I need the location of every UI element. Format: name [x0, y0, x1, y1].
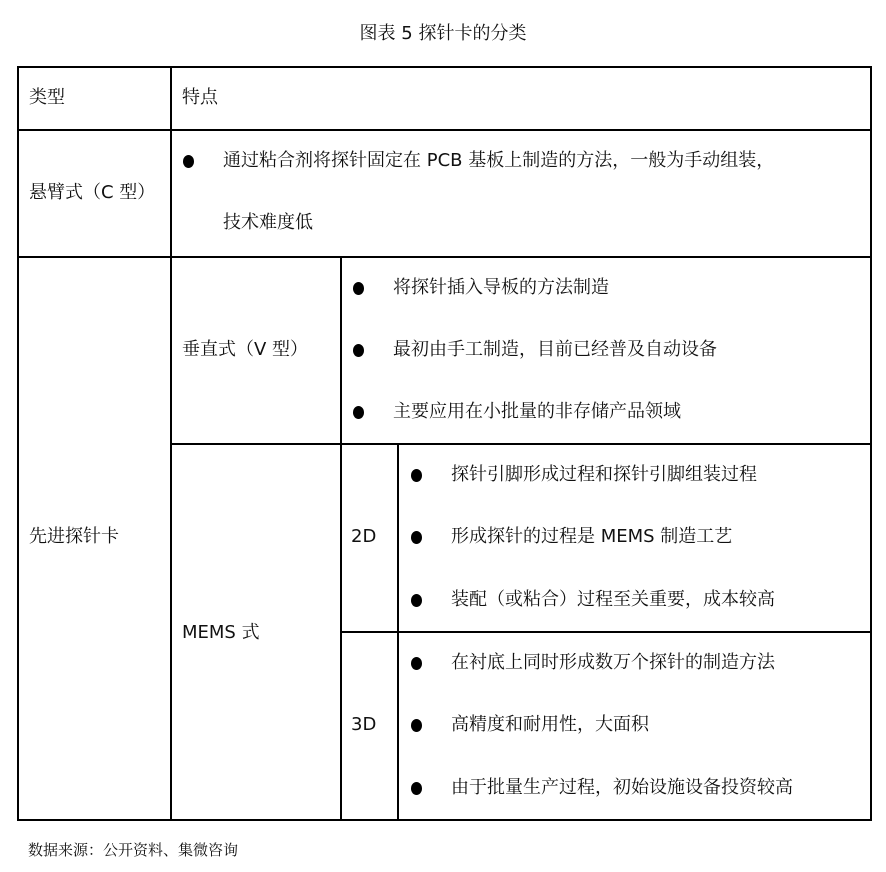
type-advanced: 先进探针卡	[29, 526, 119, 547]
mems-2d-label: 2D	[351, 526, 377, 547]
bullet-icon	[183, 155, 194, 168]
feature-text: 由于批量生产过程，初始设施设备投资较高	[451, 777, 793, 798]
feature-text: 探针引脚形成过程和探针引脚组装过程	[451, 464, 757, 485]
divider	[397, 443, 399, 821]
feature-text: 最初由手工制造，目前已经普及自动设备	[393, 339, 717, 360]
mems-3d-label: 3D	[351, 714, 377, 735]
feature-text: 通过粘合剂将探针固定在 PCB 基板上制造的方法，一般为手动组装，	[223, 150, 775, 171]
bullet-icon	[411, 719, 422, 732]
bullet-icon	[353, 344, 364, 357]
feature-text: 将探针插入导板的方法制造	[393, 277, 609, 298]
type-vertical: 垂直式（V 型）	[182, 339, 309, 360]
bullet-icon	[411, 782, 422, 795]
header-features: 特点	[182, 87, 218, 108]
feature-text: 高精度和耐用性，大面积	[451, 714, 649, 735]
feature-text: 形成探针的过程是 MEMS 制造工艺	[451, 526, 733, 547]
bullet-icon	[411, 657, 422, 670]
header-type: 类型	[29, 87, 65, 108]
figure-title: 图表 5 探针卡的分类	[359, 23, 527, 44]
bullet-icon	[411, 594, 422, 607]
bullet-icon	[411, 469, 422, 482]
feature-text: 装配（或粘合）过程至关重要，成本较高	[451, 589, 775, 610]
data-source-note: 数据来源：公开资料、集微咨询	[28, 841, 239, 859]
type-cantilever: 悬臂式（C 型）	[29, 182, 156, 203]
divider	[17, 256, 872, 258]
feature-text: 技术难度低	[223, 212, 313, 233]
divider	[340, 256, 342, 821]
divider	[171, 443, 872, 445]
divider	[170, 66, 172, 821]
type-mems: MEMS 式	[182, 622, 260, 643]
divider	[17, 129, 872, 131]
bullet-icon	[411, 531, 422, 544]
feature-text: 主要应用在小批量的非存储产品领域	[393, 401, 681, 422]
bullet-icon	[353, 282, 364, 295]
feature-text: 在衬底上同时形成数万个探针的制造方法	[451, 652, 775, 673]
divider	[341, 631, 872, 633]
bullet-icon	[353, 406, 364, 419]
